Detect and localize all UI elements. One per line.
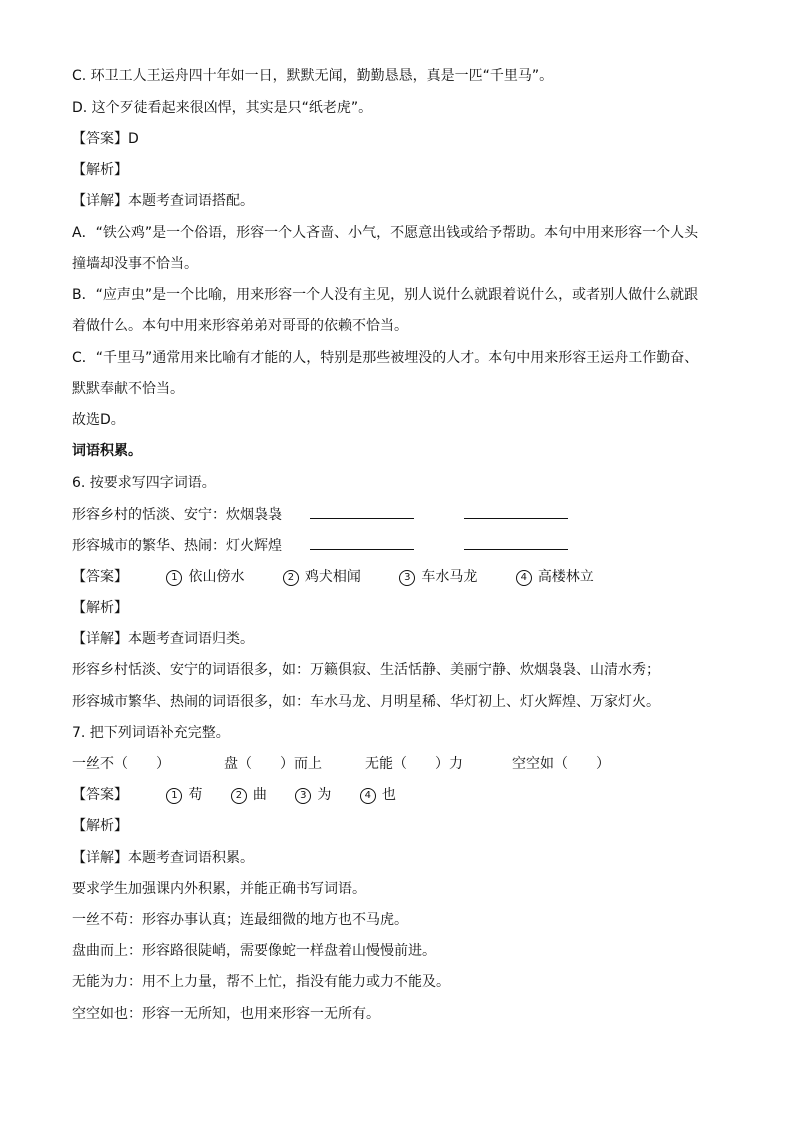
answer-7-item: [360, 785, 396, 805]
answer-7-label: 【答案】: [72, 787, 128, 803]
option-c-line: C. 环卫工人王运舟四十年如一日，默默无闻，勤勤恳恳，真是一匹“千里马”。: [72, 68, 554, 84]
detail-6-heading: 【详解】本题考查词语归类。: [72, 631, 254, 647]
answer-6-item: [516, 567, 594, 587]
explanation-a-line1: A．“铁公鸡”是一个俗语，形容一个人吝啬、小气，不愿意出钱或给予帮助。本句中用来形容一个人头: [72, 225, 699, 241]
fill-item: 无能（ ）力: [365, 756, 463, 772]
question-6-rural-row: [72, 504, 568, 525]
answer-blank[interactable]: [310, 504, 414, 519]
answer-7-item: [231, 785, 267, 805]
answer-6-item: [399, 567, 477, 587]
explanation-c-line2: 默默奉献不恰当。: [72, 381, 184, 397]
explanation-7-line2: 一丝不苟：形容办事认真；连最细微的地方也不马虎。: [72, 912, 408, 928]
choose-5: 故选D。: [72, 412, 125, 428]
answer-6-item: [283, 567, 361, 587]
circled-number: 1: [166, 788, 182, 804]
answer-5: 【答案】D: [72, 131, 139, 147]
explanation-a-line2: 撞墙却没事不恰当。: [72, 256, 198, 272]
circled-number: 2: [231, 788, 247, 804]
question-6-city-row: [72, 535, 568, 556]
answer-blank[interactable]: [310, 535, 414, 550]
section-heading: 词语积累。: [72, 443, 142, 459]
fill-item: 一丝不（ ）: [72, 756, 170, 772]
detail-5-heading: 【详解】本题考查词语搭配。: [72, 193, 254, 209]
circled-number: 1: [166, 570, 182, 586]
question-7: 7. 把下列词语补充完整。: [72, 725, 230, 741]
rural-prompt: 形容乡村的恬淡、安宁：炊烟袅袅: [72, 507, 282, 523]
circled-number: 4: [516, 570, 532, 586]
explanation-7-line3: 盘曲而上：形容路很陡峭，需要像蛇一样盘着山慢慢前进。: [72, 943, 436, 959]
answer-text: 也: [381, 787, 396, 803]
fill-item: 盘（ ）而上: [224, 756, 322, 772]
analysis-5-heading: 【解析】: [72, 162, 128, 178]
explanation-7-line1: 要求学生加强课内外积累，并能正确书写词语。: [72, 881, 366, 897]
answer-7-item: [166, 785, 202, 805]
circled-number: 4: [360, 788, 376, 804]
analysis-6-heading: 【解析】: [72, 600, 128, 616]
option-d-line: D. 这个歹徒看起来很凶悍，其实是只“纸老虎”。: [72, 100, 373, 116]
answer-text: 曲: [252, 787, 267, 803]
answer-text: 车水马龙: [421, 569, 478, 585]
answer-7-row: [72, 785, 396, 805]
answer-blank[interactable]: [464, 504, 568, 519]
circled-number: 3: [295, 788, 311, 804]
answer-7-item: [295, 785, 331, 805]
explanation-b-line1: B．“应声虫”是一个比喻，用来形容一个人没有主见，别人说什么就跟着说什么，或者别人做什么就跟: [72, 287, 699, 303]
circled-number: 3: [399, 570, 415, 586]
answer-6-item: [166, 567, 244, 587]
answer-6-row: [72, 567, 594, 587]
answer-text: 依山傍水: [188, 569, 245, 585]
answer-text: 为: [317, 787, 332, 803]
answer-text: 高楼林立: [537, 569, 594, 585]
question-6: 6. 按要求写四字词语。: [72, 475, 216, 491]
explanation-c-line1: C．“千里马”通常用来比喻有才能的人，特别是那些被埋没的人才。本句中用来形容王运舟工作勤奋、: [72, 350, 699, 366]
answer-text: 苟: [188, 787, 203, 803]
answer-blank[interactable]: [464, 535, 568, 550]
analysis-7-heading: 【解析】: [72, 818, 128, 834]
detail-7-heading: 【详解】本题考查词语积累。: [72, 850, 254, 866]
fill-item: 空空如（ ）: [512, 756, 610, 772]
circled-number: 2: [283, 570, 299, 586]
city-prompt: 形容城市的繁华、热闹：灯火辉煌: [72, 538, 282, 554]
answer-6-label: 【答案】: [72, 569, 128, 585]
explanation-7-line5: 空空如也：形容一无所知，也用来形容一无所有。: [72, 1006, 380, 1022]
explanation-6-line1: 形容乡村恬淡、安宁的词语很多，如：万籁俱寂、生活恬静、美丽宁静、炊烟袅袅、山清水秀；: [72, 662, 660, 678]
answer-text: 鸡犬相闻: [304, 569, 361, 585]
explanation-6-line2: 形容城市繁华、热闹的词语很多，如：车水马龙、月明星稀、华灯初上、灯火辉煌、万家灯火。: [72, 694, 660, 710]
explanation-b-line2: 着做什么。本句中用来形容弟弟对哥哥的依赖不恰当。: [72, 318, 408, 334]
explanation-7-line4: 无能为力：用不上力量，帮不上忙，指没有能力或力不能及。: [72, 974, 450, 990]
